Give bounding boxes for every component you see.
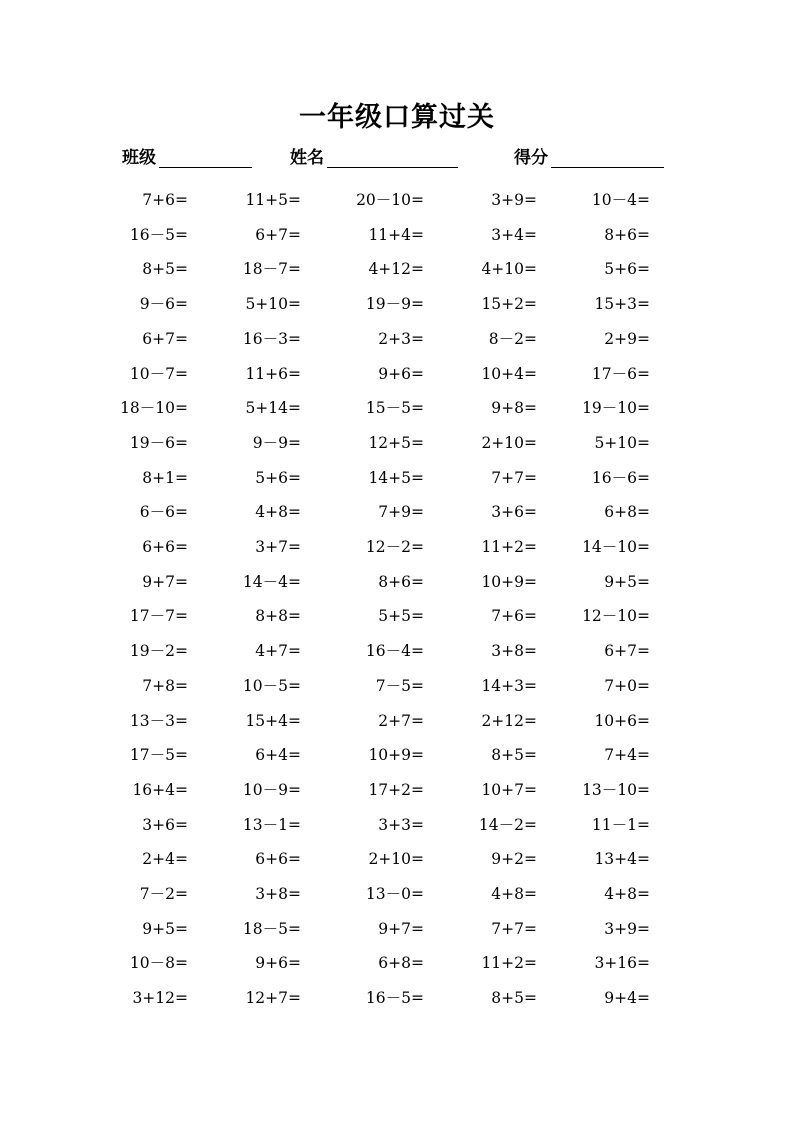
- problem-row: [0, 322, 794, 357]
- score-field: [514, 146, 666, 170]
- page-title: 一年级口算过关: [299, 102, 495, 133]
- problem-item: 3+8=: [255, 885, 301, 903]
- problem-item: 9+5=: [142, 919, 188, 938]
- problem-item: 19－10=: [582, 399, 650, 418]
- problem-item: 7+8=: [142, 676, 188, 695]
- problem-item: 5+14=: [245, 399, 301, 418]
- problem-item: 4+12=: [368, 260, 424, 279]
- class-field: [122, 146, 252, 170]
- problem-item: 15+2=: [481, 295, 537, 314]
- problem-item: 12－10=: [582, 607, 650, 626]
- problem-item: 9－6=: [139, 295, 188, 314]
- problem-item: 14－2=: [478, 815, 537, 834]
- problem-row: [0, 357, 794, 392]
- problem-item: 7－5=: [375, 676, 424, 695]
- problem-item: 16－4=: [365, 642, 424, 661]
- problem-row: [0, 287, 794, 322]
- problem-row: [0, 218, 794, 253]
- problem-item: 5+6=: [604, 260, 650, 279]
- problem-item: 3+3=: [378, 815, 424, 834]
- problem-item: 6+4=: [255, 746, 301, 765]
- problem-item: 19－9=: [365, 295, 424, 314]
- problem-item: 6+6=: [255, 850, 301, 869]
- problem-item: 4+8=: [491, 885, 537, 903]
- problem-item: 6+6=: [142, 538, 188, 556]
- problem-item: 2+3=: [378, 329, 424, 348]
- problem-item: 16－5=: [129, 225, 188, 244]
- problem-item: 10+9=: [368, 746, 424, 765]
- problem-item: 6－6=: [139, 503, 188, 522]
- problem-row: [0, 461, 794, 496]
- problem-item: 3+6=: [142, 815, 188, 834]
- problem-item: 7+7=: [491, 919, 537, 938]
- problem-item: 10+4=: [481, 364, 537, 383]
- problem-item: 3+12=: [132, 989, 188, 1008]
- problem-item: 14－4=: [242, 572, 301, 591]
- problem-item: 12+7=: [245, 989, 301, 1008]
- problem-item: 5+10=: [245, 295, 301, 314]
- problem-item: 9+6=: [378, 364, 424, 383]
- problem-item: 13－1=: [242, 815, 301, 834]
- problem-item: 6+7=: [255, 225, 301, 244]
- problem-item: 3+7=: [255, 538, 301, 556]
- problem-item: 9－9=: [252, 433, 301, 452]
- problem-item: 3+4=: [491, 225, 537, 244]
- problem-item: 14－10=: [582, 538, 650, 556]
- problem-item: 11+2=: [481, 538, 537, 556]
- problem-item: 15－5=: [365, 399, 424, 418]
- problem-item: 8+6=: [378, 572, 424, 591]
- problem-row: [0, 530, 794, 565]
- problem-item: 9+7=: [142, 572, 188, 591]
- problem-item: 10－8=: [129, 954, 188, 973]
- problem-item: 11+6=: [245, 364, 301, 383]
- problem-item: 7+4=: [604, 746, 650, 765]
- class-blank-line[interactable]: [159, 167, 252, 168]
- problem-row: [0, 738, 794, 773]
- problem-item: 8+6=: [604, 225, 650, 244]
- problem-item: 14+5=: [368, 468, 424, 487]
- problem-item: 9+8=: [491, 399, 537, 418]
- problem-item: 8+5=: [491, 989, 537, 1008]
- problem-row: [0, 704, 794, 739]
- problem-row: [0, 252, 794, 287]
- problem-item: 10+9=: [481, 572, 537, 591]
- problem-item: 3+9=: [491, 191, 537, 209]
- problem-item: 8－2=: [488, 329, 537, 348]
- problem-item: 17－7=: [129, 607, 188, 626]
- problem-row: [0, 773, 794, 808]
- problem-item: 17－5=: [129, 746, 188, 765]
- problem-item: 13－10=: [582, 780, 650, 799]
- problem-item: 4+8=: [255, 503, 301, 522]
- problem-item: 2+12=: [481, 711, 537, 730]
- problem-item: 13－3=: [129, 711, 188, 730]
- problem-item: 10－5=: [242, 676, 301, 695]
- name-field: [290, 146, 460, 170]
- name-blank-line[interactable]: [327, 167, 458, 168]
- problem-item: 11+5=: [245, 191, 301, 209]
- problem-row: [0, 426, 794, 461]
- problem-item: 8+1=: [142, 468, 188, 487]
- problem-item: 9+5=: [604, 572, 650, 591]
- problem-item: 14+3=: [481, 676, 537, 695]
- problem-item: 8+5=: [491, 746, 537, 765]
- problem-item: 2+9=: [604, 329, 650, 348]
- problem-item: 10+7=: [481, 780, 537, 799]
- problem-row: [0, 842, 794, 877]
- problem-item: 17+2=: [368, 780, 424, 799]
- problem-item: 5+5=: [378, 607, 424, 626]
- problem-item: 16－3=: [242, 329, 301, 348]
- problem-item: 20－10=: [356, 191, 424, 209]
- problem-item: 17－6=: [591, 364, 650, 383]
- problem-row: [0, 808, 794, 843]
- problem-item: 19－6=: [129, 433, 188, 452]
- problem-item: 15+3=: [594, 295, 650, 314]
- problem-item: 2+10=: [368, 850, 424, 869]
- problem-item: 13+4=: [594, 850, 650, 869]
- problem-item: 15+4=: [245, 711, 301, 730]
- problem-item: 6+7=: [604, 642, 650, 661]
- problem-item: 10－7=: [129, 364, 188, 383]
- problem-item: 11+2=: [481, 954, 537, 973]
- problem-row: [0, 183, 794, 218]
- problem-item: 18－7=: [242, 260, 301, 279]
- problem-item: 4+10=: [481, 260, 537, 279]
- problem-item: 7+6=: [142, 191, 188, 209]
- problem-row: [0, 946, 794, 981]
- problem-item: 18－10=: [120, 399, 188, 418]
- problem-item: 10+6=: [594, 711, 650, 730]
- problem-row: [0, 669, 794, 704]
- problem-item: 11－1=: [591, 815, 650, 834]
- problem-row: [0, 912, 794, 947]
- problem-row: [0, 495, 794, 530]
- problem-item: 7+0=: [604, 676, 650, 695]
- problem-item: 12－2=: [365, 538, 424, 556]
- problem-row: [0, 391, 794, 426]
- problem-item: 10－4=: [591, 191, 650, 209]
- problem-row: [0, 634, 794, 669]
- problem-item: 6+8=: [604, 503, 650, 522]
- score-blank-line[interactable]: [551, 167, 664, 168]
- problem-item: 16－6=: [591, 468, 650, 487]
- problem-item: 12+5=: [368, 433, 424, 452]
- problem-row: [0, 877, 794, 912]
- problem-item: 5+6=: [255, 468, 301, 487]
- problem-item: 9+2=: [491, 850, 537, 869]
- problem-item: 2+4=: [142, 850, 188, 869]
- problem-item: 19－2=: [129, 642, 188, 661]
- problem-item: 4+7=: [255, 642, 301, 661]
- problem-item: 7+7=: [491, 468, 537, 487]
- problem-item: 3+8=: [491, 642, 537, 661]
- problem-item: 6+7=: [142, 329, 188, 348]
- problem-item: 7+9=: [378, 503, 424, 522]
- problem-item: 10－9=: [242, 780, 301, 799]
- problem-row: [0, 599, 794, 634]
- problem-item: 18－5=: [242, 919, 301, 938]
- info-row: [0, 146, 794, 170]
- problem-row: [0, 981, 794, 1016]
- problem-item: 11+4=: [368, 225, 424, 244]
- problem-item: 8+5=: [142, 260, 188, 279]
- problem-item: 3+6=: [491, 503, 537, 522]
- problem-item: 5+10=: [594, 433, 650, 452]
- problem-item: 3+9=: [604, 919, 650, 938]
- problem-item: 4+8=: [604, 885, 650, 903]
- score-label: 得分: [514, 148, 548, 168]
- class-label: 班级: [122, 148, 156, 168]
- problem-item: 7+6=: [491, 607, 537, 626]
- name-label: 姓名: [290, 148, 324, 168]
- problem-item: 9+4=: [604, 989, 650, 1008]
- problem-item: 16－5=: [365, 989, 424, 1008]
- problem-item: 7－2=: [139, 885, 188, 903]
- problem-item: 8+8=: [255, 607, 301, 626]
- problem-item: 2+7=: [378, 711, 424, 730]
- problem-item: 9+6=: [255, 954, 301, 973]
- problem-item: 16+4=: [132, 780, 188, 799]
- problem-item: 13－0=: [365, 885, 424, 903]
- problem-item: 6+8=: [378, 954, 424, 973]
- problem-item: 3+16=: [594, 954, 650, 973]
- problem-item: 2+10=: [481, 433, 537, 452]
- problem-row: [0, 565, 794, 600]
- problem-item: 9+7=: [378, 919, 424, 938]
